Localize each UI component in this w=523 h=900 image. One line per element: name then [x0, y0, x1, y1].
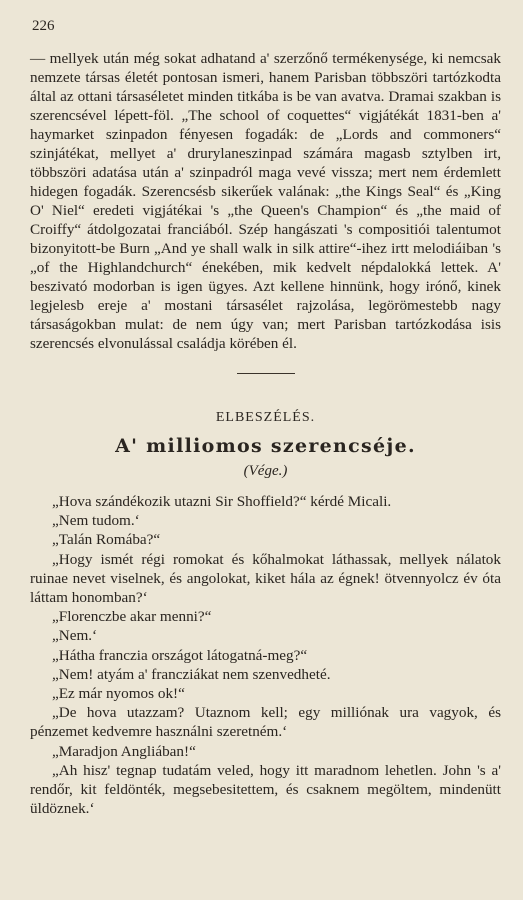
section-heading: ELBESZÉLÉS. [215, 410, 316, 425]
dialogue-line: „Hova szándékozik utazni Sir Shoffield?“ kérdé Micali. [52, 493, 392, 510]
dialogue-block [30, 492, 501, 818]
story-title: A' milliomos szerencséje. [115, 435, 416, 457]
dialogue-line: „Nem.‘ [52, 627, 98, 645]
section-divider [237, 373, 295, 374]
dialogue-line: „Hogy ismét régi romokat és kőhalmokat láthassak, mellyek nálatok ruinae nevet viselnek, és angolokat, kiket hála az égnek! ötvennyolcz év óta láttam honomban?‘ [30, 550, 501, 607]
story-subtitle: (Vége.) [243, 463, 288, 479]
dialogue-line: „Florenczbe akar menni?“ [52, 608, 212, 626]
intro-paragraph: — mellyek után még sokat adhatand a' szerzőnő termékenysége, ki nemcsak nemzete társas életét pontosan ismeri, hanem Parisban többszöri tartózkodta által az ottani társaséletet minden titkába is be van avatva. Dramai szakban is szerencsével lépett-föl. „The school of coquettes“ vigjátékát 1831-ben a' haymarket szinpadon fényesen fogadák: de „Lords and commoners“ szinjátékat, mellyet a' drurylaneszinpad számára magasb sztylben irt, többszöri adatása után a' szinpadról maga vevé vissza; mert nem érdemlett hidegen fogadák. Szerencsésb sikerűek valának: „the Kings Seal“ és „King O' Niel“ eredeti vigjátékai 's „the Queen's Champion“ és „the maid of Croiffy“ átdolgozatai franciából. Szép hangászati 's compositiói talentumot bizonyitott-be Burn „And ye shall walk in silk attire“-ihez irtt melodiáiban 's „of the Highlandchurch“ énekében, mik kedvelt népdalokká lettek. A' beszivató modorban is igen ügyes. Azt kellene hinnünk, hogy irónő, kinek legjelesb ereje a' mostani társasélet rajzolása, legörömestebb nagy társaságokban mulat: de nem úgy van; mert Parisban tartózkodása isis szerencsés elvonulással családja körében él. [30, 50, 501, 352]
dialogue-line: „Nem tudom.‘ [52, 512, 140, 530]
dialogue-line: „Ah hisz' tegnap tudatám veled, hogy itt maradnom lehetlen. John 's a' rendőr, kit feldönték, megsebesitettem, és csaknem megöltem, mindenütt üldöznek.‘ [30, 761, 501, 818]
dialogue-line: „De hova utazzam? Utaznom kell; egy milliónak ura vagyok, és pénzemet kedvemre használni szeretném.‘ [30, 704, 501, 741]
dialogue-line: „Hátha franczia országot látogatná-meg?“ [52, 646, 308, 664]
dialogue-line: „Maradjon Angliában!“ [52, 742, 196, 760]
page-number: 226 [32, 18, 55, 34]
dialogue-line: „Ez már nyomos ok!“ [52, 685, 185, 703]
dialogue-line: „Talán Romába?“ [52, 531, 161, 549]
dialogue-line: „Nem! atyám a' francziákat nem szenvedheté. [52, 665, 331, 683]
